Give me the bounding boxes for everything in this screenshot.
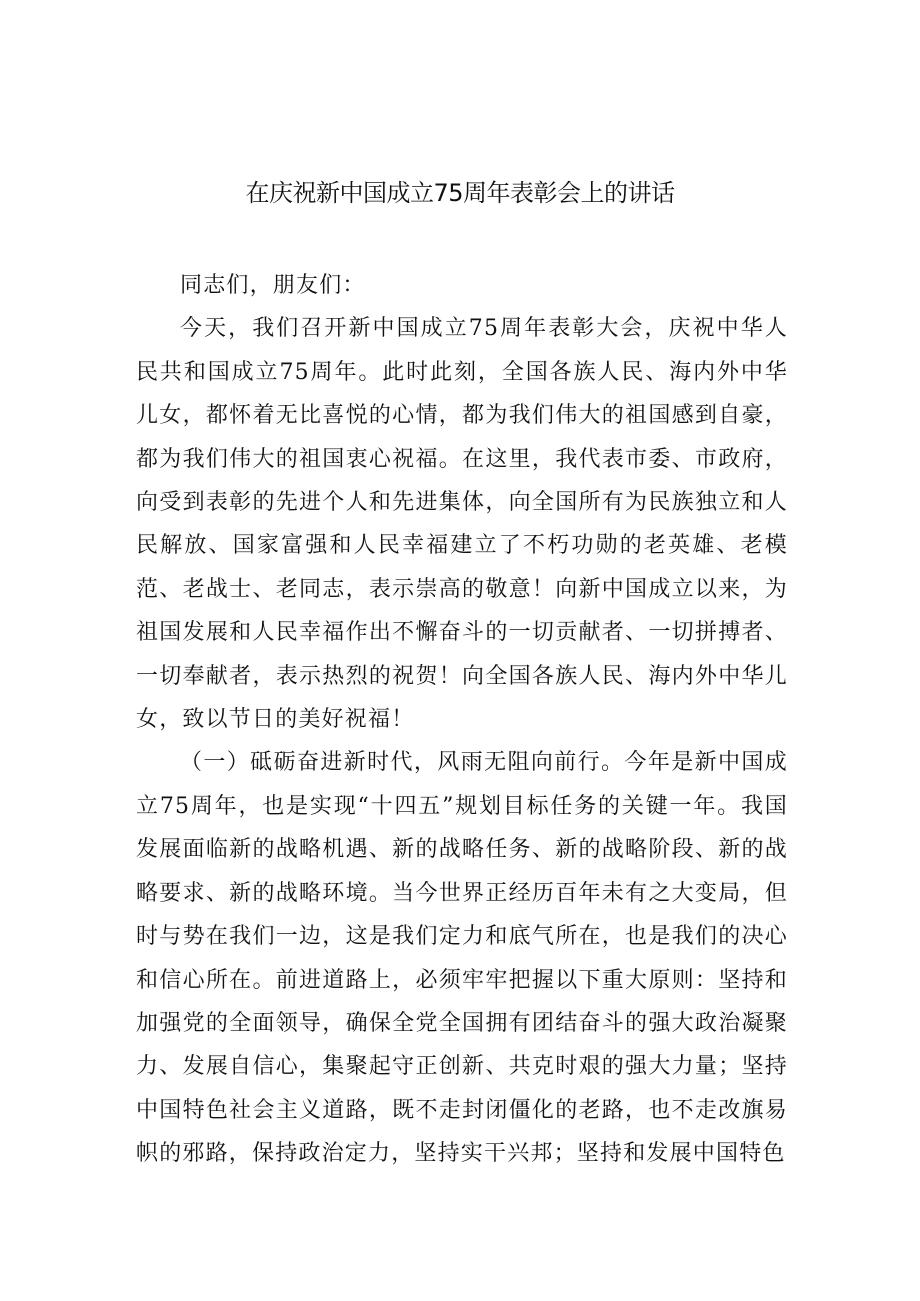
paragraph: 今天，我们召开新中国成立75周年表彰大会，庆祝中华人民共和国成立75周年。此时此刻，全国各族人民、海内外中华儿女，都怀着无比喜悦的心情，都为我们伟大的祖国感到自豪，都为我们伟大的祖国衷心祝福。在这里，我代表市委、市政府，向受到表彰的先进个人和先进集体，向全国所有为民族独立和人民解放、国家富强和人民幸福建立了不朽功勋的老英雄、老模范、老战士、老同志，表示崇高的敬意！向新中国成立以来，为祖国发展和人民幸福作出不懈奋斗的一切贡献者、一切拼搏者、一切奉献者，表示热烈的祝贺！向全国各族人民、海内外中华儿女，致以节日的美好祝福！ [136,316,788,733]
document-body [136,264,788,1176]
salutation: 同志们，朋友们： [180,273,366,298]
paragraph: （一）砥砺奋进新时代，风雨无阻向前行。今年是新中国成立75周年，也是实现“十四五”规划目标任务的关键一年。我国发展面临新的战略机遇、新的战略任务、新的战略阶段、新的战略要求、新的战略环境。当今世界正经历百年未有之大变局，但时与势在我们一边，这是我们定力和底气所在，也是我们的决心和信心所在。前进道路上，必须牢牢把握以下重大原则：坚持和加强党的全面领导，确保全党全国拥有团结奋斗的强大政治凝聚力、发展自信心，集聚起守正创新、共克时艰的强大力量；坚持中国特色社会主义道路，既不走封闭僵化的老路，也不走改旗易帜的邪路，保持政治定力，坚持实干兴邦；坚持和发展中国特色 [136,750,788,1167]
document-title: 在庆祝新中国成立75周年表彰会上的讲话 [245,179,675,207]
